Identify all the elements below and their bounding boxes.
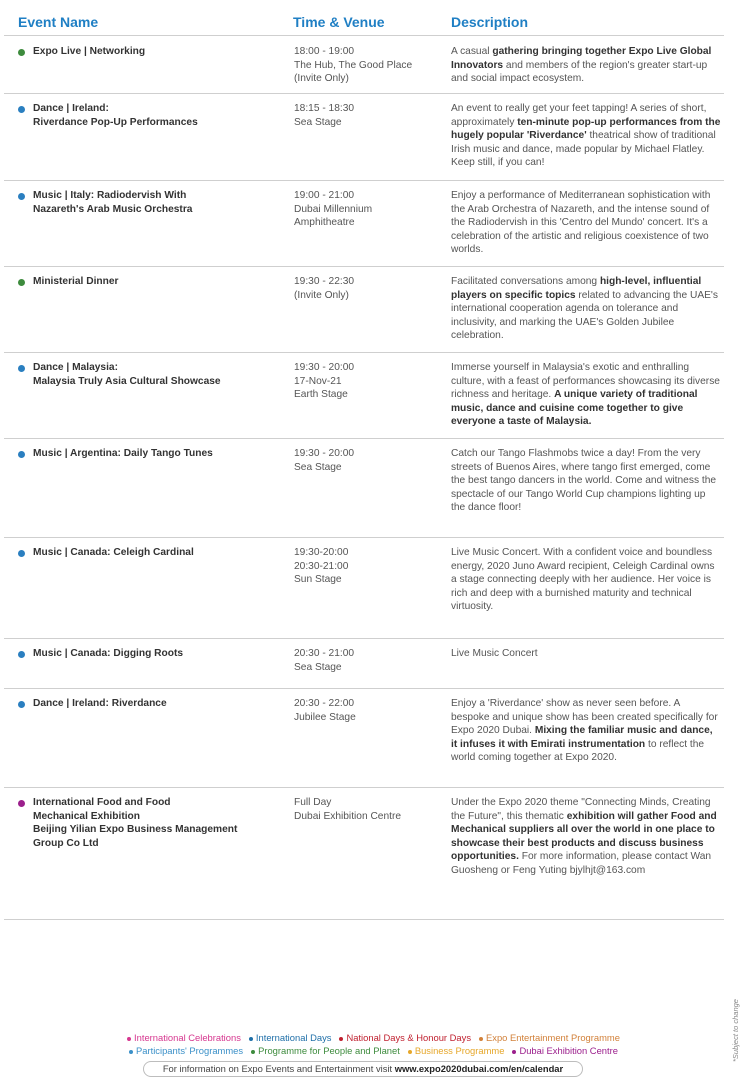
footer-info bbox=[143, 1061, 583, 1077]
legend-label: Programme for People and Planet bbox=[258, 1045, 400, 1056]
legend-item bbox=[339, 1032, 471, 1043]
event-name bbox=[33, 447, 273, 461]
legend-label: National Days & Honour Days bbox=[346, 1032, 472, 1043]
event-name-line: Mechanical Exhibition bbox=[33, 810, 140, 822]
time-venue-line: 19:30-20:00 bbox=[294, 547, 349, 558]
description-highlight: A unique variety of traditional music, dance and cuisine come together to give everyone a taste of Malaysia. bbox=[451, 389, 698, 428]
table-header bbox=[18, 14, 724, 36]
time-venue-line: Sea Stage bbox=[294, 661, 342, 673]
time-venue bbox=[294, 275, 444, 302]
event-name-line: Music | Argentina: Daily Tango Tunes bbox=[33, 448, 213, 459]
legend-label: Dubai Exhibition Centre bbox=[519, 1045, 618, 1056]
event-description bbox=[451, 275, 721, 343]
time-venue-line: Amphitheatre bbox=[294, 217, 355, 229]
time-venue bbox=[294, 447, 444, 474]
time-venue-line: (Invite Only) bbox=[294, 73, 349, 85]
table-row bbox=[4, 352, 724, 439]
event-name bbox=[33, 189, 273, 216]
legend-dot-icon bbox=[479, 1037, 483, 1041]
description-text: A casual bbox=[451, 46, 493, 57]
event-name bbox=[33, 361, 273, 388]
time-venue-line: Sun Stage bbox=[294, 574, 342, 586]
table-row bbox=[4, 93, 724, 181]
time-venue bbox=[294, 647, 444, 674]
time-venue bbox=[294, 361, 444, 402]
category-dot-icon bbox=[18, 651, 25, 658]
time-venue-line: 18:15 - 18:30 bbox=[294, 103, 355, 114]
legend-item bbox=[249, 1032, 332, 1043]
time-venue-line: 17-Nov-21 bbox=[294, 375, 342, 387]
legend-dot-icon bbox=[408, 1050, 412, 1054]
event-description bbox=[451, 447, 721, 515]
category-dot-icon bbox=[18, 193, 25, 200]
legend-row-2 bbox=[0, 1044, 747, 1057]
event-name-line: Group Co Ltd bbox=[33, 837, 99, 849]
legend-item bbox=[127, 1032, 241, 1043]
footer-text: For information on Expo Events and Entertainment visit bbox=[162, 1063, 395, 1074]
legend-dot-icon bbox=[249, 1037, 253, 1041]
legend-label: Expo Entertainment Programme bbox=[486, 1032, 620, 1043]
time-venue-line: Earth Stage bbox=[294, 389, 348, 401]
description-text: Live Music Concert. With a confident voice and boundless energy, 2020 Juno Award recipient, Celeigh Cardinal owns a stage connecting deeply with her audience. Her voice is rich and deep with a burnished maturity and technical virtuosity. bbox=[451, 547, 715, 613]
event-description bbox=[451, 796, 721, 878]
category-dot-icon bbox=[18, 451, 25, 458]
legend-item bbox=[512, 1045, 618, 1056]
event-name-line: Nazareth's Arab Music Orchestra bbox=[33, 203, 193, 215]
legend-dot-icon bbox=[127, 1037, 131, 1041]
time-venue-line: 19:30 - 20:00 bbox=[294, 362, 355, 373]
time-venue-line: Dubai Exhibition Centre bbox=[294, 810, 402, 822]
time-venue bbox=[294, 189, 444, 230]
event-description bbox=[451, 697, 721, 765]
subject-to-change-note: *Subject to change bbox=[731, 999, 740, 1062]
time-venue-line: (Invite Only) bbox=[294, 289, 349, 301]
legend-dot-icon bbox=[512, 1050, 516, 1054]
table-row bbox=[4, 537, 724, 639]
description-highlight: exhibition will gather Food and Mechanical suppliers all over the world in one place to showcase their best products and discuss business opportunities. bbox=[451, 810, 717, 863]
time-venue-line: 19:00 - 21:00 bbox=[294, 190, 355, 201]
category-dot-icon bbox=[18, 365, 25, 372]
event-name-line: Dance | Malaysia: bbox=[33, 362, 118, 373]
category-dot-icon bbox=[18, 800, 25, 807]
category-dot-icon bbox=[18, 701, 25, 708]
category-dot-icon bbox=[18, 49, 25, 56]
time-venue-line: Jubilee Stage bbox=[294, 711, 356, 723]
time-venue-line: 20:30-21:00 bbox=[294, 560, 349, 572]
category-dot-icon bbox=[18, 279, 25, 286]
legend-dot-icon bbox=[129, 1050, 133, 1054]
description-text: Facilitated conversations among bbox=[451, 276, 600, 287]
event-name-line: Dance | Ireland: bbox=[33, 103, 109, 114]
description-text: and members of the region's greater start-up and social impact ecosystem. bbox=[451, 59, 708, 85]
description-text: Under the Expo 2020 theme "Connecting Minds, Creating the Future", this thematic bbox=[451, 797, 711, 822]
description-text: to reflect the world coming together at Expo 2020. bbox=[451, 738, 705, 764]
legend-label: International Days bbox=[255, 1032, 332, 1043]
event-name-line: Riverdance Pop-Up Performances bbox=[33, 116, 198, 128]
event-name-line: Expo Live | Networking bbox=[33, 46, 146, 57]
event-name bbox=[33, 546, 273, 560]
legend-dot-icon bbox=[251, 1050, 255, 1054]
event-description bbox=[451, 361, 721, 429]
description-text: Enjoy a 'Riverdance' show as never seen before. A bespoke and unique show has been created specifically for Expo 2020 Dubai. bbox=[451, 698, 718, 737]
event-name bbox=[33, 102, 273, 129]
description-text: Live Music Concert bbox=[451, 648, 538, 659]
event-description bbox=[451, 45, 721, 86]
header-event-name: Event Name bbox=[18, 14, 99, 30]
event-description bbox=[451, 189, 721, 257]
description-text: Immerse yourself in Malaysia's exotic and enthralling culture, with a feast of performances showcasing its diverse richness and heritage. bbox=[451, 362, 720, 401]
table-row bbox=[4, 266, 724, 353]
time-venue bbox=[294, 796, 444, 823]
event-name bbox=[33, 647, 273, 661]
event-name bbox=[33, 45, 273, 59]
event-name-line: Ministerial Dinner bbox=[33, 276, 119, 287]
time-venue-line: 20:30 - 21:00 bbox=[294, 648, 355, 659]
description-highlight: ten-minute pop-up performances from the hugely popular 'Riverdance' bbox=[451, 116, 721, 142]
table-row bbox=[4, 688, 724, 788]
time-venue-line: Sea Stage bbox=[294, 116, 342, 128]
event-description bbox=[451, 647, 721, 661]
description-text: related to advancing the UAE's international cooperation agenda on tolerance and inclusivity, and marking the UAE's Golden Jubilee celebration. bbox=[451, 289, 718, 342]
event-name-line: International Food and Food bbox=[33, 797, 171, 808]
event-name-line: Music | Canada: Digging Roots bbox=[33, 648, 184, 659]
header-time-venue: Time & Venue bbox=[293, 14, 385, 30]
description-text: An event to really get your feet tapping! A series of short, approximately bbox=[451, 103, 707, 128]
table-row bbox=[4, 438, 724, 538]
event-name bbox=[33, 275, 273, 289]
legend-row-1 bbox=[0, 1031, 747, 1044]
event-description bbox=[451, 102, 721, 170]
event-name-line: Music | Italy: Radiodervish With bbox=[33, 190, 187, 201]
footer-link[interactable]: www.expo2020dubai.com/en/calendar bbox=[394, 1063, 564, 1074]
event-name bbox=[33, 796, 273, 850]
event-name-line: Malaysia Truly Asia Cultural Showcase bbox=[33, 375, 221, 387]
description-text: theatrical show of traditional Irish music and dance, made popular by Michael Flatley. Keep still, if you can! bbox=[451, 130, 716, 169]
category-dot-icon bbox=[18, 106, 25, 113]
time-venue-line: Dubai Millennium bbox=[294, 203, 373, 215]
time-venue bbox=[294, 697, 444, 724]
time-venue-line: 19:30 - 22:30 bbox=[294, 276, 355, 287]
legend-label: Participants' Programmes bbox=[136, 1045, 244, 1056]
table-row bbox=[4, 787, 724, 920]
description-text: Enjoy a performance of Mediterranean sophistication with the Arab Orchestra of Nazareth, and the intense sound of the Radiodervish in this 'Centro del Mundo' concert. It's a celebration of the artistic and religious coexistence of two worlds. bbox=[451, 190, 711, 256]
time-venue bbox=[294, 102, 444, 129]
time-venue-line: 19:30 - 20:00 bbox=[294, 448, 355, 459]
time-venue-line: The Hub, The Good Place bbox=[294, 59, 413, 71]
event-name-line: Beijing Yilian Expo Business Management bbox=[33, 824, 238, 836]
description-highlight: Mixing the familiar music and dance, it infuses it with Emirati instrumentation bbox=[451, 725, 713, 750]
event-name-line: Dance | Ireland: Riverdance bbox=[33, 698, 167, 709]
legend-label: International Celebrations bbox=[134, 1032, 241, 1043]
time-venue-line: 18:00 - 19:00 bbox=[294, 46, 355, 57]
description-text: For more information, please contact Wan Guosheng or Feng Yuting bjylhjt@163.com bbox=[451, 851, 712, 876]
time-venue bbox=[294, 546, 444, 587]
legend-item bbox=[251, 1045, 400, 1056]
description-highlight: gathering bringing together Expo Live Global Innovators bbox=[451, 46, 712, 71]
event-description bbox=[451, 546, 721, 614]
header-description: Description bbox=[451, 14, 529, 30]
legend-item bbox=[129, 1045, 243, 1056]
category-dot-icon bbox=[18, 550, 25, 557]
description-highlight: high-level, influential players on specific topics bbox=[451, 276, 702, 301]
time-venue bbox=[294, 45, 444, 86]
time-venue-line: Full Day bbox=[294, 797, 332, 808]
table-row bbox=[4, 36, 724, 94]
table-row bbox=[4, 638, 724, 689]
event-name bbox=[33, 697, 273, 711]
legend-dot-icon bbox=[339, 1037, 343, 1041]
legend-item bbox=[479, 1032, 620, 1043]
time-venue-line: Sea Stage bbox=[294, 461, 342, 473]
event-name-line: Music | Canada: Celeigh Cardinal bbox=[33, 547, 194, 558]
description-text: Catch our Tango Flashmobs twice a day! From the very streets of Buenos Aires, where tango first emerged, come the best tango dancers in the world. Come and witness the spectacle of our Tango World Cup champions lighting up the dance floor! bbox=[451, 448, 717, 514]
legend-label: Business Programme bbox=[414, 1045, 505, 1056]
table-row bbox=[4, 180, 724, 267]
time-venue-line: 20:30 - 22:00 bbox=[294, 698, 355, 709]
legend-item bbox=[408, 1045, 505, 1056]
